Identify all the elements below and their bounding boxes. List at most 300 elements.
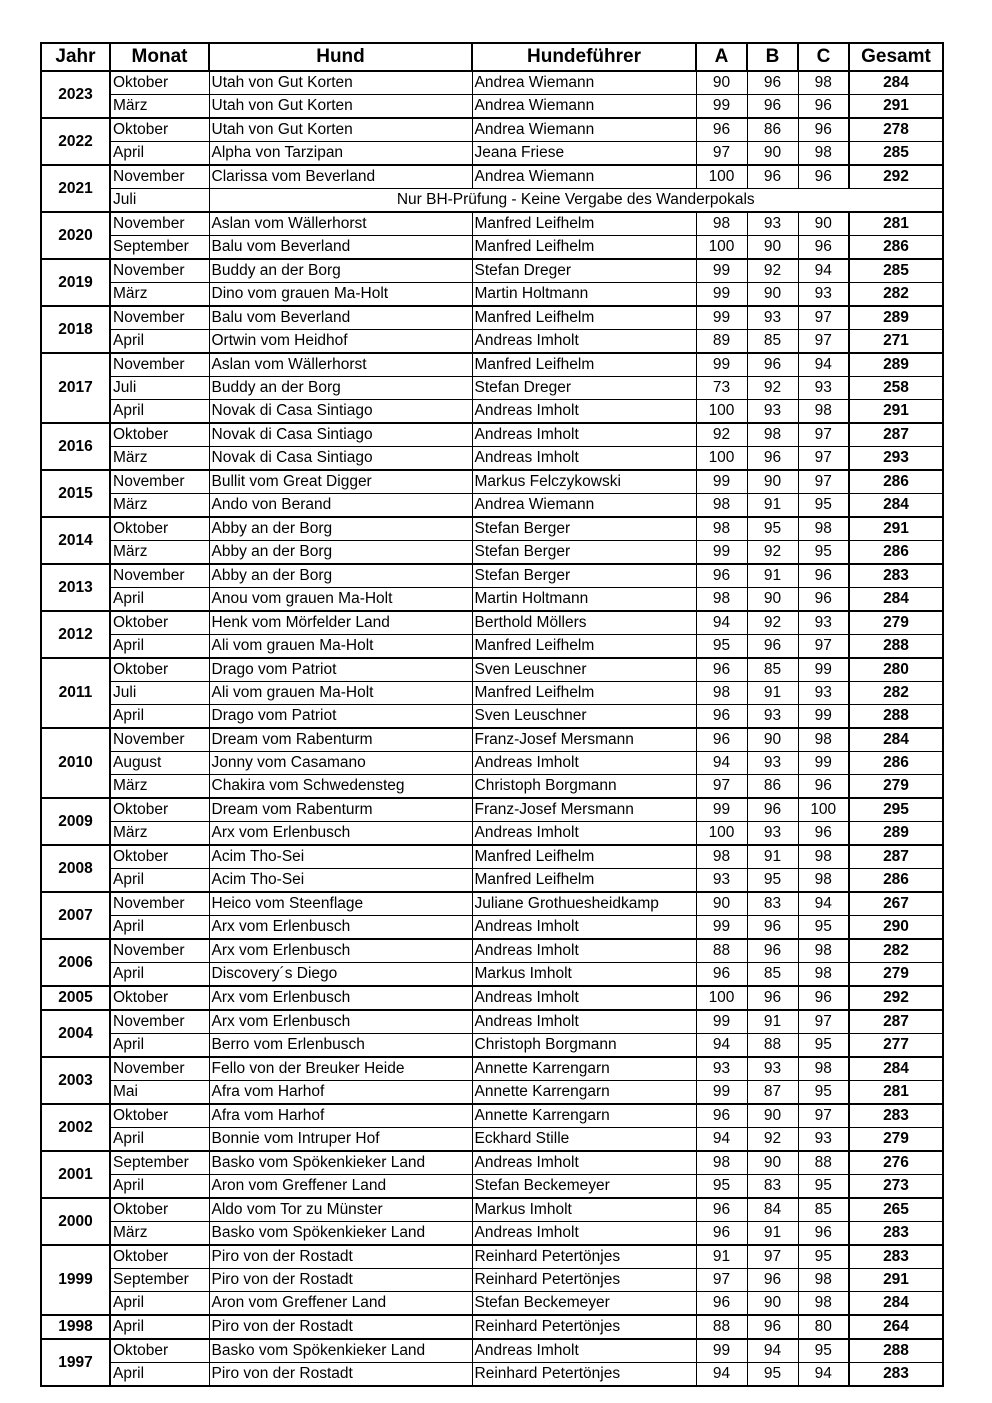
table-row [41,283,943,307]
score-c-cell: 95 [798,916,849,940]
total-cell: 283 [849,1104,943,1128]
score-c-cell: 95 [798,1339,849,1363]
score-a-cell: 99 [696,283,747,307]
month-cell: November [110,259,209,283]
score-b-cell: 93 [747,822,798,846]
dog-cell: Anou vom grauen Ma-Holt [209,588,472,612]
score-c-cell: 97 [798,330,849,354]
score-b-cell: 93 [747,705,798,729]
year-cell: 2014 [41,517,110,564]
year-cell: 2023 [41,71,110,118]
score-c-cell: 97 [798,423,849,447]
table-row [41,1128,943,1152]
handler-cell: Stefan Beckemeyer [472,1175,696,1199]
total-cell: 280 [849,658,943,682]
month-cell: Oktober [110,658,209,682]
score-b-cell: 91 [747,1222,798,1246]
dog-cell: Arx vom Erlenbusch [209,939,472,963]
score-b-cell: 86 [747,118,798,142]
month-cell: Mai [110,1081,209,1105]
month-cell: Oktober [110,1245,209,1269]
score-a-cell: 88 [696,939,747,963]
dog-cell: Basko vom Spökenkieker Land [209,1339,472,1363]
month-cell: November [110,353,209,377]
score-a-cell: 98 [696,588,747,612]
table-row [41,775,943,799]
table-row [41,798,943,822]
header-total: Gesamt [849,43,943,71]
handler-cell: Manfred Leifhelm [472,682,696,705]
score-c-cell: 98 [798,142,849,166]
total-cell: 288 [849,635,943,659]
score-b-cell: 87 [747,1081,798,1105]
dog-cell: Arx vom Erlenbusch [209,1010,472,1034]
dog-cell: Ali vom grauen Ma-Holt [209,635,472,659]
handler-cell: Franz-Josef Mersmann [472,798,696,822]
score-c-cell: 97 [798,306,849,330]
table-row [41,869,943,893]
year-cell: 2018 [41,306,110,353]
month-cell: November [110,728,209,752]
dog-cell: Utah von Gut Korten [209,118,472,142]
year-cell: 2012 [41,611,110,658]
table-row [41,95,943,119]
table-row [41,1034,943,1058]
total-cell: 288 [849,705,943,729]
year-cell: 2003 [41,1057,110,1104]
month-cell: November [110,306,209,330]
dog-cell: Dino vom grauen Ma-Holt [209,283,472,307]
table-row [41,916,943,940]
month-cell: Juli [110,377,209,400]
total-cell: 287 [849,1010,943,1034]
dog-cell: Novak di Casa Sintiago [209,423,472,447]
month-cell: März [110,822,209,846]
handler-cell: Andreas Imholt [472,986,696,1010]
dog-cell: Piro von der Rostadt [209,1363,472,1387]
table-row [41,845,943,869]
score-c-cell: 95 [798,541,849,565]
table-row [41,330,943,354]
score-a-cell: 96 [696,1222,747,1246]
score-c-cell: 97 [798,447,849,471]
score-a-cell: 96 [696,705,747,729]
table-row [41,118,943,142]
score-c-cell: 96 [798,775,849,799]
score-b-cell: 96 [747,95,798,119]
score-a-cell: 100 [696,236,747,260]
total-cell: 289 [849,306,943,330]
month-cell: November [110,165,209,189]
score-c-cell: 98 [798,400,849,424]
score-b-cell: 95 [747,517,798,541]
score-c-cell: 98 [798,1269,849,1292]
handler-cell: Stefan Berger [472,564,696,588]
total-cell: 273 [849,1175,943,1199]
dog-cell: Drago vom Patriot [209,658,472,682]
score-a-cell: 99 [696,916,747,940]
handler-cell: Reinhard Petertönjes [472,1269,696,1292]
dog-cell: Bullit vom Great Digger [209,470,472,494]
total-cell: 293 [849,447,943,471]
month-cell: April [110,705,209,729]
score-b-cell: 85 [747,330,798,354]
score-a-cell: 92 [696,423,747,447]
table-row [41,165,943,189]
total-cell: 295 [849,798,943,822]
month-cell: April [110,1128,209,1152]
month-cell: Oktober [110,118,209,142]
score-b-cell: 85 [747,658,798,682]
handler-cell: Manfred Leifhelm [472,353,696,377]
handler-cell: Christoph Borgmann [472,1034,696,1058]
score-a-cell: 89 [696,330,747,354]
table-row [41,635,943,659]
year-cell: 2005 [41,986,110,1010]
month-cell: November [110,1010,209,1034]
score-b-cell: 88 [747,1034,798,1058]
handler-cell: Sven Leuschner [472,705,696,729]
handler-cell: Eckhard Stille [472,1128,696,1152]
score-c-cell: 95 [798,1245,849,1269]
score-a-cell: 96 [696,658,747,682]
score-b-cell: 90 [747,283,798,307]
score-c-cell: 97 [798,1010,849,1034]
month-cell: April [110,142,209,166]
score-b-cell: 93 [747,1057,798,1081]
score-a-cell: 93 [696,869,747,893]
month-cell: November [110,564,209,588]
month-cell: November [110,939,209,963]
table-row [41,1363,943,1387]
score-a-cell: 99 [696,1081,747,1105]
score-a-cell: 100 [696,822,747,846]
year-cell: 2010 [41,728,110,798]
score-c-cell: 93 [798,682,849,705]
total-cell: 291 [849,400,943,424]
score-a-cell: 88 [696,1315,747,1339]
total-cell: 284 [849,728,943,752]
total-cell: 281 [849,212,943,236]
total-cell: 284 [849,1292,943,1316]
table-row [41,494,943,518]
score-c-cell: 98 [798,963,849,987]
score-b-cell: 84 [747,1198,798,1222]
table-header [41,43,943,71]
table-row [41,1269,943,1292]
handler-cell: Sven Leuschner [472,658,696,682]
score-b-cell: 95 [747,869,798,893]
month-cell: Oktober [110,611,209,635]
score-a-cell: 96 [696,1198,747,1222]
total-cell: 287 [849,845,943,869]
month-cell: April [110,1315,209,1339]
dog-cell: Clarissa vom Beverland [209,165,472,189]
score-c-cell: 97 [798,470,849,494]
total-cell: 279 [849,1128,943,1152]
score-c-cell: 95 [798,494,849,518]
dog-cell: Ali vom grauen Ma-Holt [209,682,472,705]
score-b-cell: 90 [747,142,798,166]
score-c-cell: 97 [798,1104,849,1128]
month-cell: März [110,95,209,119]
year-cell: 2001 [41,1151,110,1198]
table-row [41,1222,943,1246]
month-cell: April [110,1363,209,1387]
total-cell: 291 [849,517,943,541]
score-c-cell: 99 [798,752,849,775]
score-b-cell: 96 [747,1269,798,1292]
dog-cell: Aslan vom Wällerhorst [209,353,472,377]
handler-cell: Andreas Imholt [472,447,696,471]
dog-cell: Arx vom Erlenbusch [209,986,472,1010]
score-b-cell: 92 [747,259,798,283]
score-c-cell: 96 [798,986,849,1010]
score-a-cell: 94 [696,611,747,635]
handler-cell: Andrea Wiemann [472,118,696,142]
month-cell: November [110,470,209,494]
month-cell: November [110,1057,209,1081]
month-cell: April [110,588,209,612]
table-row [41,682,943,705]
year-cell: 2002 [41,1104,110,1151]
dog-cell: Abby an der Borg [209,517,472,541]
handler-cell: Andreas Imholt [472,400,696,424]
total-cell: 290 [849,916,943,940]
handler-cell: Andreas Imholt [472,330,696,354]
handler-cell: Manfred Leifhelm [472,845,696,869]
table-row [41,423,943,447]
score-b-cell: 96 [747,916,798,940]
score-b-cell: 85 [747,963,798,987]
score-b-cell: 96 [747,71,798,95]
score-c-cell: 96 [798,236,849,260]
year-cell: 2013 [41,564,110,611]
handler-cell: Manfred Leifhelm [472,212,696,236]
handler-cell: Andrea Wiemann [472,71,696,95]
header-row [41,43,943,71]
header-score-c: C [798,43,849,71]
handler-cell: Andreas Imholt [472,752,696,775]
total-cell: 282 [849,682,943,705]
score-a-cell: 95 [696,1175,747,1199]
score-a-cell: 98 [696,494,747,518]
month-cell: Oktober [110,1104,209,1128]
total-cell: 286 [849,541,943,565]
table-row [41,1245,943,1269]
header-score-a: A [696,43,747,71]
score-a-cell: 99 [696,798,747,822]
score-b-cell: 93 [747,752,798,775]
dog-cell: Dream vom Rabenturm [209,798,472,822]
dog-cell: Piro von der Rostadt [209,1315,472,1339]
total-cell: 286 [849,236,943,260]
dog-cell: Piro von der Rostadt [209,1245,472,1269]
score-a-cell: 99 [696,95,747,119]
score-a-cell: 95 [696,635,747,659]
month-cell: November [110,892,209,916]
year-cell: 2020 [41,212,110,259]
table-row [41,71,943,95]
handler-cell: Stefan Beckemeyer [472,1292,696,1316]
table-row [41,447,943,471]
score-b-cell: 95 [747,1363,798,1387]
score-c-cell: 85 [798,1198,849,1222]
handler-cell: Manfred Leifhelm [472,236,696,260]
handler-cell: Christoph Borgmann [472,775,696,799]
handler-cell: Stefan Berger [472,517,696,541]
dog-cell: Aron vom Greffener Land [209,1292,472,1316]
score-c-cell: 94 [798,259,849,283]
table-row [41,892,943,916]
handler-cell: Andreas Imholt [472,1010,696,1034]
dog-cell: Abby an der Borg [209,564,472,588]
month-cell: Oktober [110,423,209,447]
table-row [41,236,943,260]
dog-cell: Buddy an der Borg [209,259,472,283]
score-a-cell: 99 [696,353,747,377]
score-c-cell: 95 [798,1081,849,1105]
month-cell: Oktober [110,71,209,95]
month-cell: April [110,330,209,354]
handler-cell: Martin Holtmann [472,588,696,612]
score-a-cell: 100 [696,986,747,1010]
header-month: Monat [110,43,209,71]
score-a-cell: 94 [696,752,747,775]
table-row [41,1151,943,1175]
score-c-cell: 80 [798,1315,849,1339]
score-b-cell: 90 [747,1104,798,1128]
total-cell: 258 [849,377,943,400]
handler-cell: Juliane Grothuesheidkamp [472,892,696,916]
handler-cell: Manfred Leifhelm [472,869,696,893]
handler-cell: Markus Felczykowski [472,470,696,494]
month-cell: August [110,752,209,775]
dog-cell: Aldo vom Tor zu Münster [209,1198,472,1222]
score-a-cell: 96 [696,1104,747,1128]
score-a-cell: 96 [696,118,747,142]
handler-cell: Andreas Imholt [472,423,696,447]
table-row [41,611,943,635]
score-a-cell: 94 [696,1363,747,1387]
score-b-cell: 90 [747,1151,798,1175]
table-row [41,705,943,729]
month-cell: März [110,1222,209,1246]
score-c-cell: 97 [798,635,849,659]
score-b-cell: 96 [747,635,798,659]
dog-cell: Discovery´s Diego [209,963,472,987]
month-cell: September [110,1151,209,1175]
dog-cell: Novak di Casa Sintiago [209,447,472,471]
total-cell: 292 [849,986,943,1010]
score-c-cell: 98 [798,869,849,893]
score-a-cell: 98 [696,212,747,236]
score-c-cell: 96 [798,588,849,612]
score-b-cell: 92 [747,377,798,400]
total-cell: 292 [849,165,943,189]
dog-cell: Acim Tho-Sei [209,845,472,869]
table-row [41,1198,943,1222]
score-a-cell: 99 [696,259,747,283]
score-c-cell: 94 [798,892,849,916]
month-cell: April [110,916,209,940]
month-cell: März [110,775,209,799]
score-c-cell: 93 [798,1128,849,1152]
handler-cell: Martin Holtmann [472,283,696,307]
score-a-cell: 100 [696,400,747,424]
score-c-cell: 88 [798,1151,849,1175]
total-cell: 279 [849,611,943,635]
dog-cell: Balu vom Beverland [209,236,472,260]
note-cell: Nur BH-Prüfung - Keine Vergabe des Wanderpokals [209,189,943,213]
total-cell: 284 [849,1057,943,1081]
year-cell: 2006 [41,939,110,986]
score-b-cell: 92 [747,611,798,635]
table-row [41,986,943,1010]
table-row [41,588,943,612]
month-cell: März [110,494,209,518]
month-cell: Juli [110,189,209,213]
score-c-cell: 90 [798,212,849,236]
score-c-cell: 99 [798,658,849,682]
month-cell: April [110,1175,209,1199]
table-row [41,963,943,987]
score-b-cell: 90 [747,470,798,494]
month-cell: Oktober [110,798,209,822]
dog-cell: Ando von Berand [209,494,472,518]
month-cell: Oktober [110,845,209,869]
table-row [41,142,943,166]
handler-cell: Markus Imholt [472,1198,696,1222]
score-b-cell: 93 [747,400,798,424]
year-cell: 2016 [41,423,110,470]
score-a-cell: 100 [696,447,747,471]
total-cell: 285 [849,259,943,283]
score-b-cell: 86 [747,775,798,799]
score-a-cell: 97 [696,142,747,166]
total-cell: 282 [849,283,943,307]
total-cell: 283 [849,1363,943,1387]
total-cell: 288 [849,1339,943,1363]
score-b-cell: 90 [747,236,798,260]
month-cell: März [110,541,209,565]
dog-cell: Bonnie vom Intruper Hof [209,1128,472,1152]
month-cell: September [110,236,209,260]
table-row [41,939,943,963]
dog-cell: Afra vom Harhof [209,1081,472,1105]
dog-cell: Henk vom Mörfelder Land [209,611,472,635]
score-a-cell: 96 [696,1292,747,1316]
score-c-cell: 96 [798,165,849,189]
year-cell: 2015 [41,470,110,517]
total-cell: 286 [849,752,943,775]
dog-cell: Arx vom Erlenbusch [209,822,472,846]
score-a-cell: 96 [696,564,747,588]
month-cell: April [110,400,209,424]
handler-cell: Reinhard Petertönjes [472,1245,696,1269]
score-a-cell: 94 [696,1034,747,1058]
total-cell: 282 [849,939,943,963]
total-cell: 284 [849,71,943,95]
results-table [40,42,944,1387]
handler-cell: Berthold Möllers [472,611,696,635]
score-b-cell: 96 [747,447,798,471]
score-a-cell: 96 [696,963,747,987]
score-a-cell: 100 [696,165,747,189]
handler-cell: Reinhard Petertönjes [472,1315,696,1339]
handler-cell: Manfred Leifhelm [472,635,696,659]
score-a-cell: 94 [696,1128,747,1152]
